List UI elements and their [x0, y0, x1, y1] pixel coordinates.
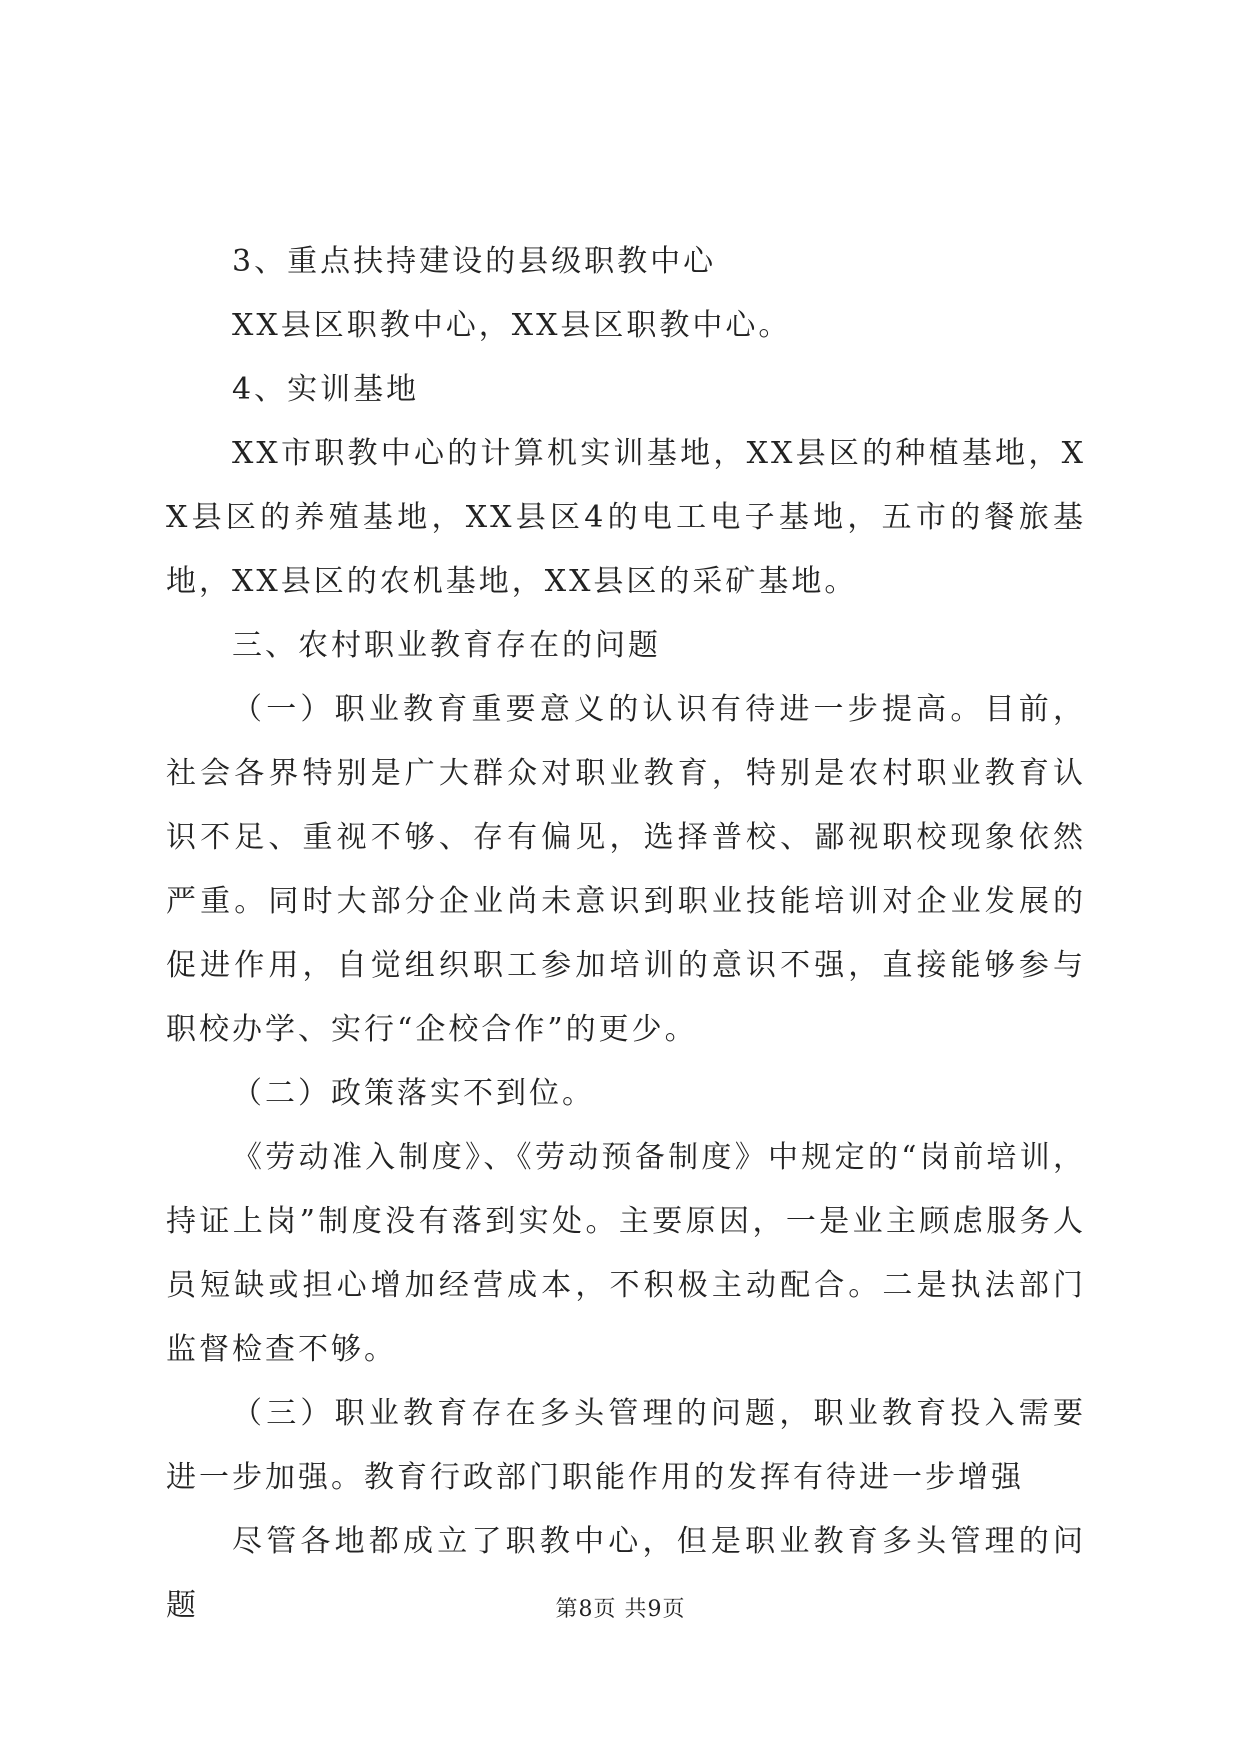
paragraph: 《劳动准入制度》、《劳动预备制度》中规定的“岗前培训，持证上岗”制度没有落到实处。主要原因，一是业主顾虑服务人员短缺或担心增加经营成本，不积极主动配合。二是执法部门监督检查不够。	[166, 1140, 1086, 1367]
paragraph: 3、重点扶持建设的县级职教中心	[232, 244, 717, 279]
page-footer: 第8页 共9页	[555, 1597, 686, 1622]
paragraph: （二）政策落实不到位。	[232, 1076, 595, 1111]
paragraph: 尽管各地都成立了职教中心，但是职业教育多头管理的问题	[166, 1524, 1086, 1623]
section-heading: 三、农村职业教育存在的问题	[232, 628, 661, 663]
document-body	[166, 230, 1086, 1638]
paragraph: （三）职业教育存在多头管理的问题，职业教育投入需要进一步加强。教育行政部门职能作用的发挥有待进一步增强	[166, 1396, 1086, 1495]
paragraph: 4、实训基地	[232, 372, 420, 407]
paragraph: XX市职教中心的计算机实训基地，XX县区的种植基地，XX县区的养殖基地，XX县区4的电工电子基地，五市的餐旅基地，XX县区的农机基地，XX县区的采矿基地。	[166, 436, 1086, 599]
paragraph: （一）职业教育重要意义的认识有待进一步提高。目前，社会各界特别是广大群众对职业教育，特别是农村职业教育认识不足、重视不够、存有偏见，选择普校、鄙视职校现象依然严重。同时大部分企业尚未意识到职业技能培训对企业发展的促进作用，自觉组织职工参加培训的意识不强，直接能够参与职校办学、实行“企校合作”的更少。	[166, 692, 1086, 1047]
paragraph: XX县区职教中心，XX县区职教中心。	[232, 308, 792, 343]
